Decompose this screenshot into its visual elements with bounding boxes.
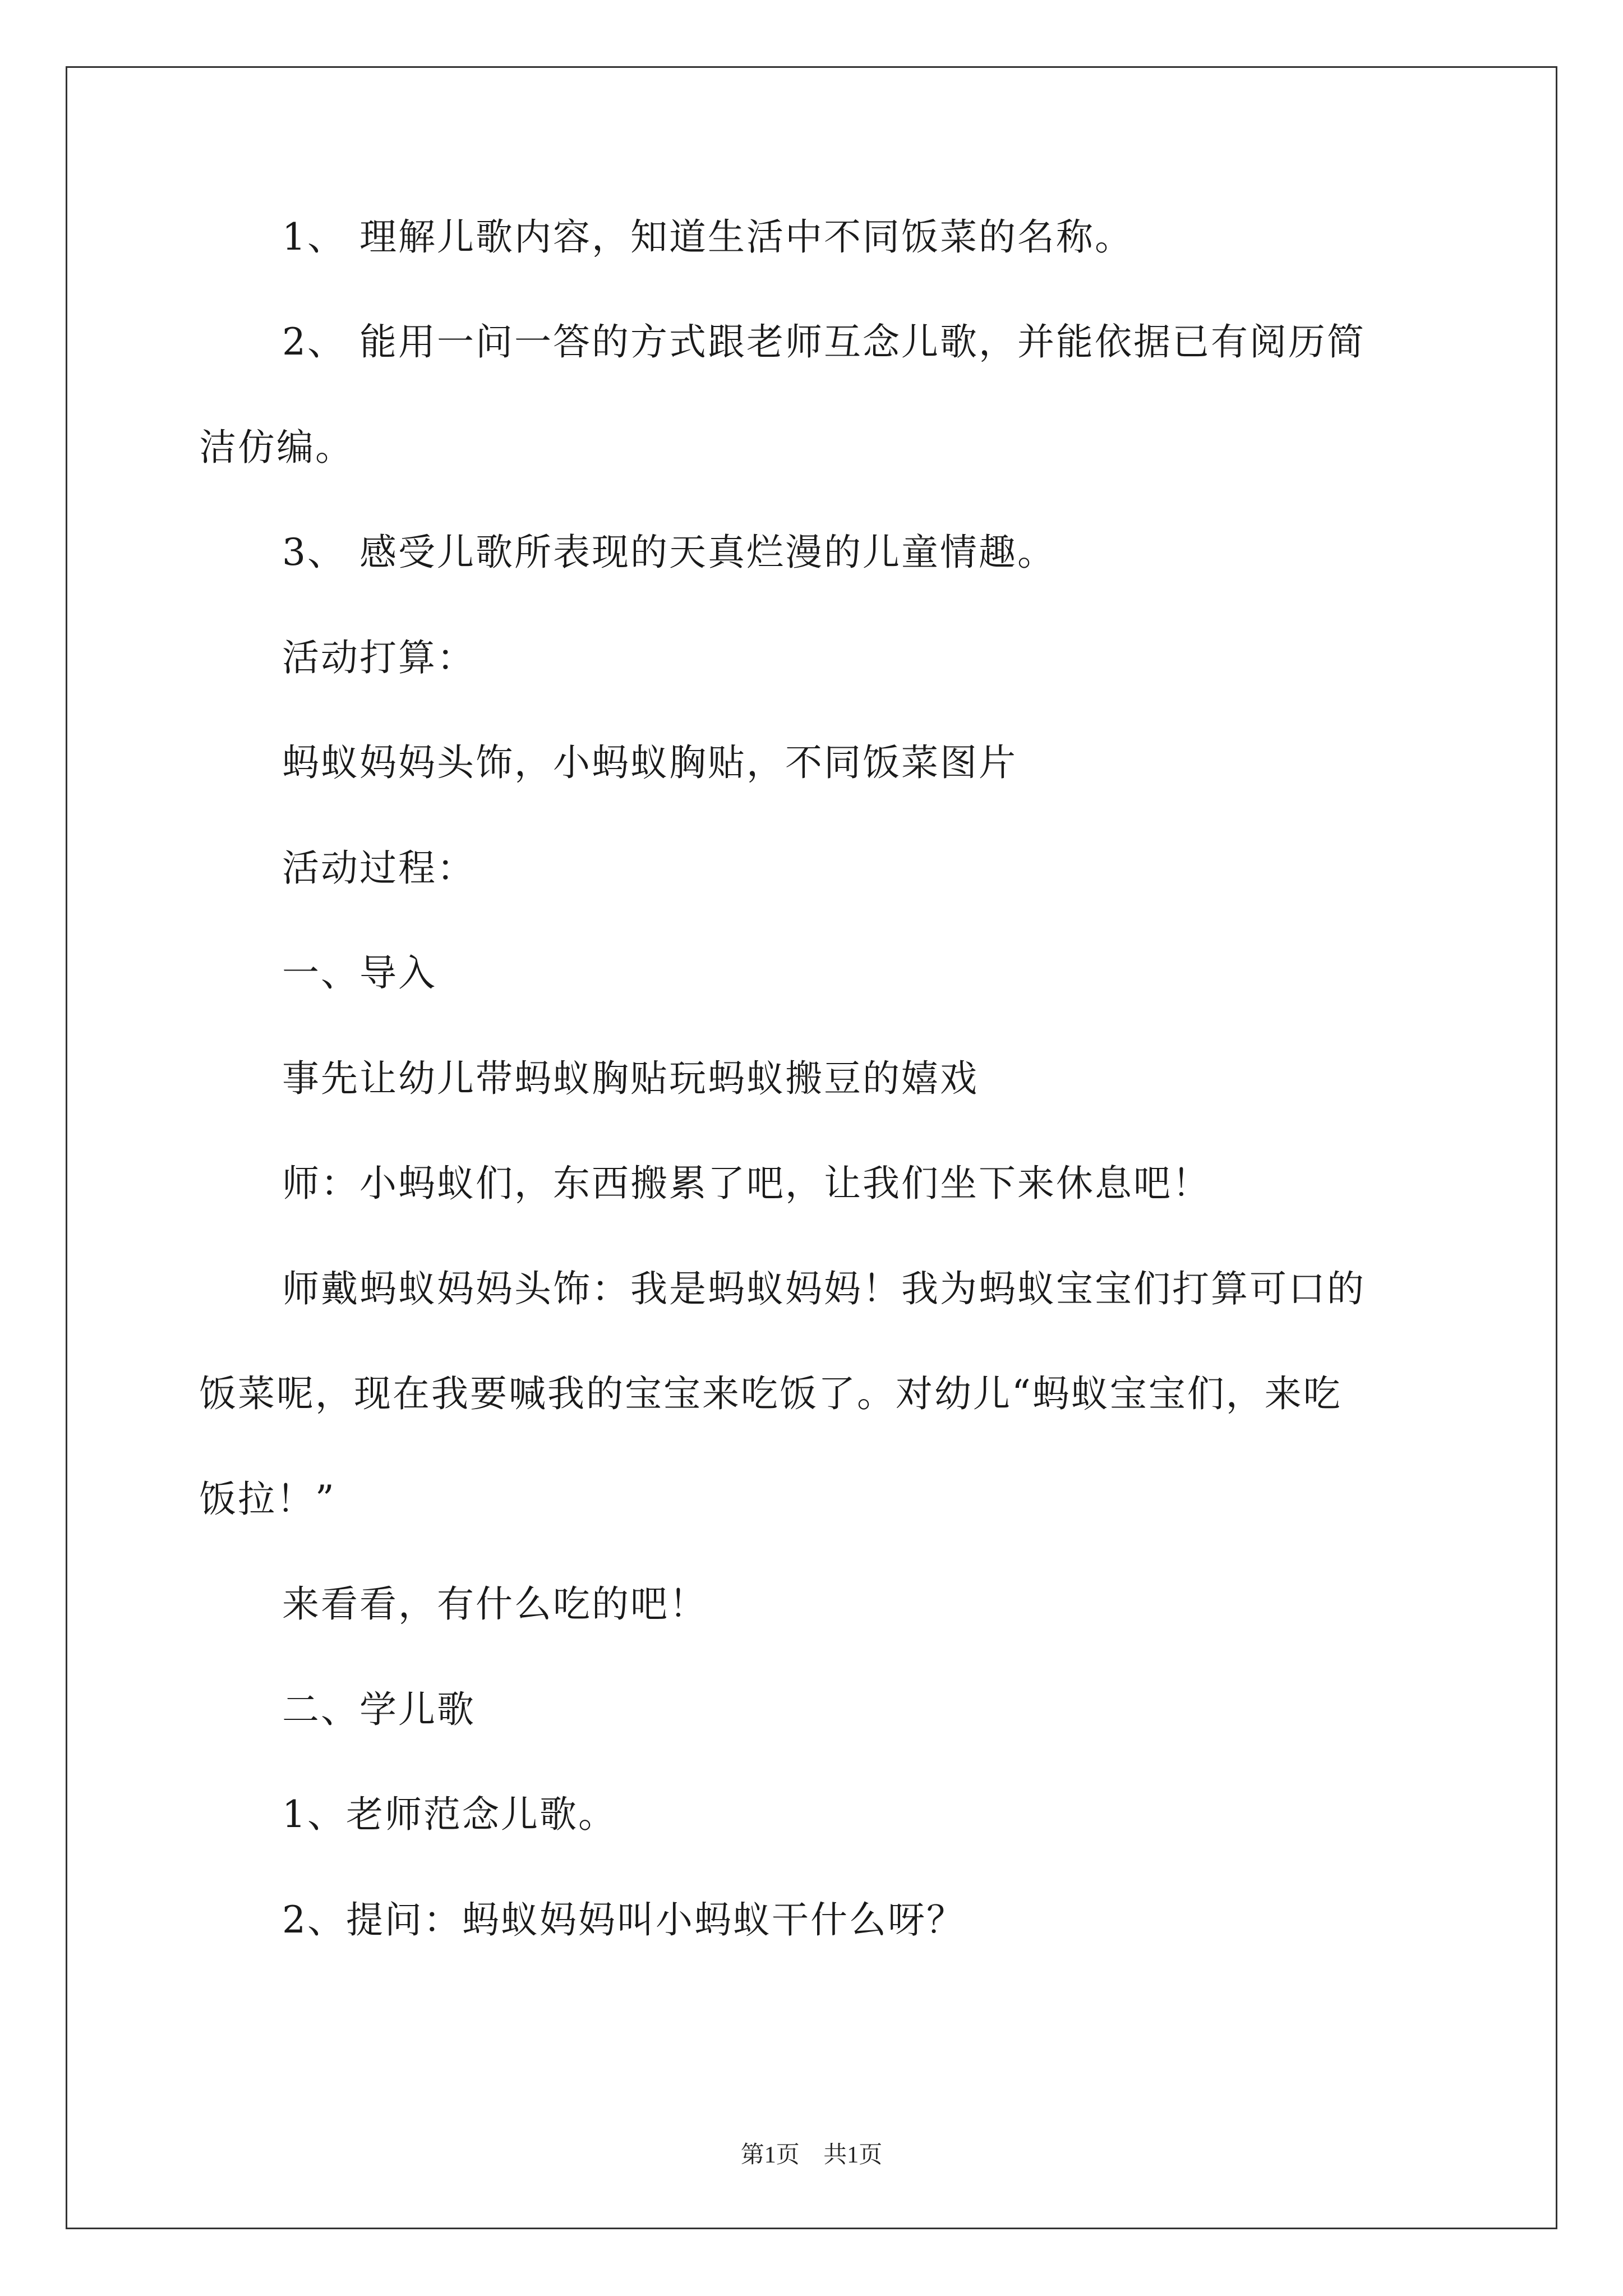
paragraph: 事先让幼儿带蚂蚁胸贴玩蚂蚁搬豆的嬉戏 [282, 1057, 979, 1100]
paragraph: 蚂蚁妈妈头饰，小蚂蚁胸贴，不同饭菜图片 [282, 741, 1017, 784]
paragraph: 师：小蚂蚁们，东西搬累了吧，让我们坐下来休息吧！ [282, 1162, 1211, 1205]
paragraph: 2、提问：蚂蚁妈妈叫小蚂蚁干什么呀？ [282, 1898, 965, 1941]
page-total: 共1页 [823, 2142, 883, 2168]
paragraph: 1、老师范念儿歌。 [282, 1793, 617, 1836]
paragraph: 3、 感受儿歌所表现的天真烂漫的儿童情趣。 [282, 531, 1056, 574]
paragraph: 来看看，有什么吃的吧！ [282, 1582, 708, 1626]
section-heading: 一、导入 [282, 951, 437, 995]
paragraph: 饭拉！” [199, 1478, 336, 1521]
section-heading: 活动打算： [282, 636, 476, 679]
paragraph: 饭菜呢，现在我要喊我的宝宝来吃饭了。对幼儿“蚂蚁宝宝们，来吃 [199, 1372, 1342, 1415]
paragraph: 1、 理解儿歌内容，知道生活中不同饭菜的名称。 [282, 215, 1133, 259]
paragraph: 洁仿编。 [199, 426, 354, 469]
section-heading: 二、学儿歌 [282, 1688, 476, 1731]
page-number: 第1页 [740, 2142, 800, 2168]
paragraph: 师戴蚂蚁妈妈头饰：我是蚂蚁妈妈！我为蚂蚁宝宝们打算可口的 [282, 1267, 1366, 1310]
section-heading: 活动过程： [282, 846, 476, 890]
paragraph: 2、 能用一问一答的方式跟老师互念儿歌，并能依据已有阅历简 [282, 320, 1366, 364]
page-footer [0, 2136, 1623, 2170]
